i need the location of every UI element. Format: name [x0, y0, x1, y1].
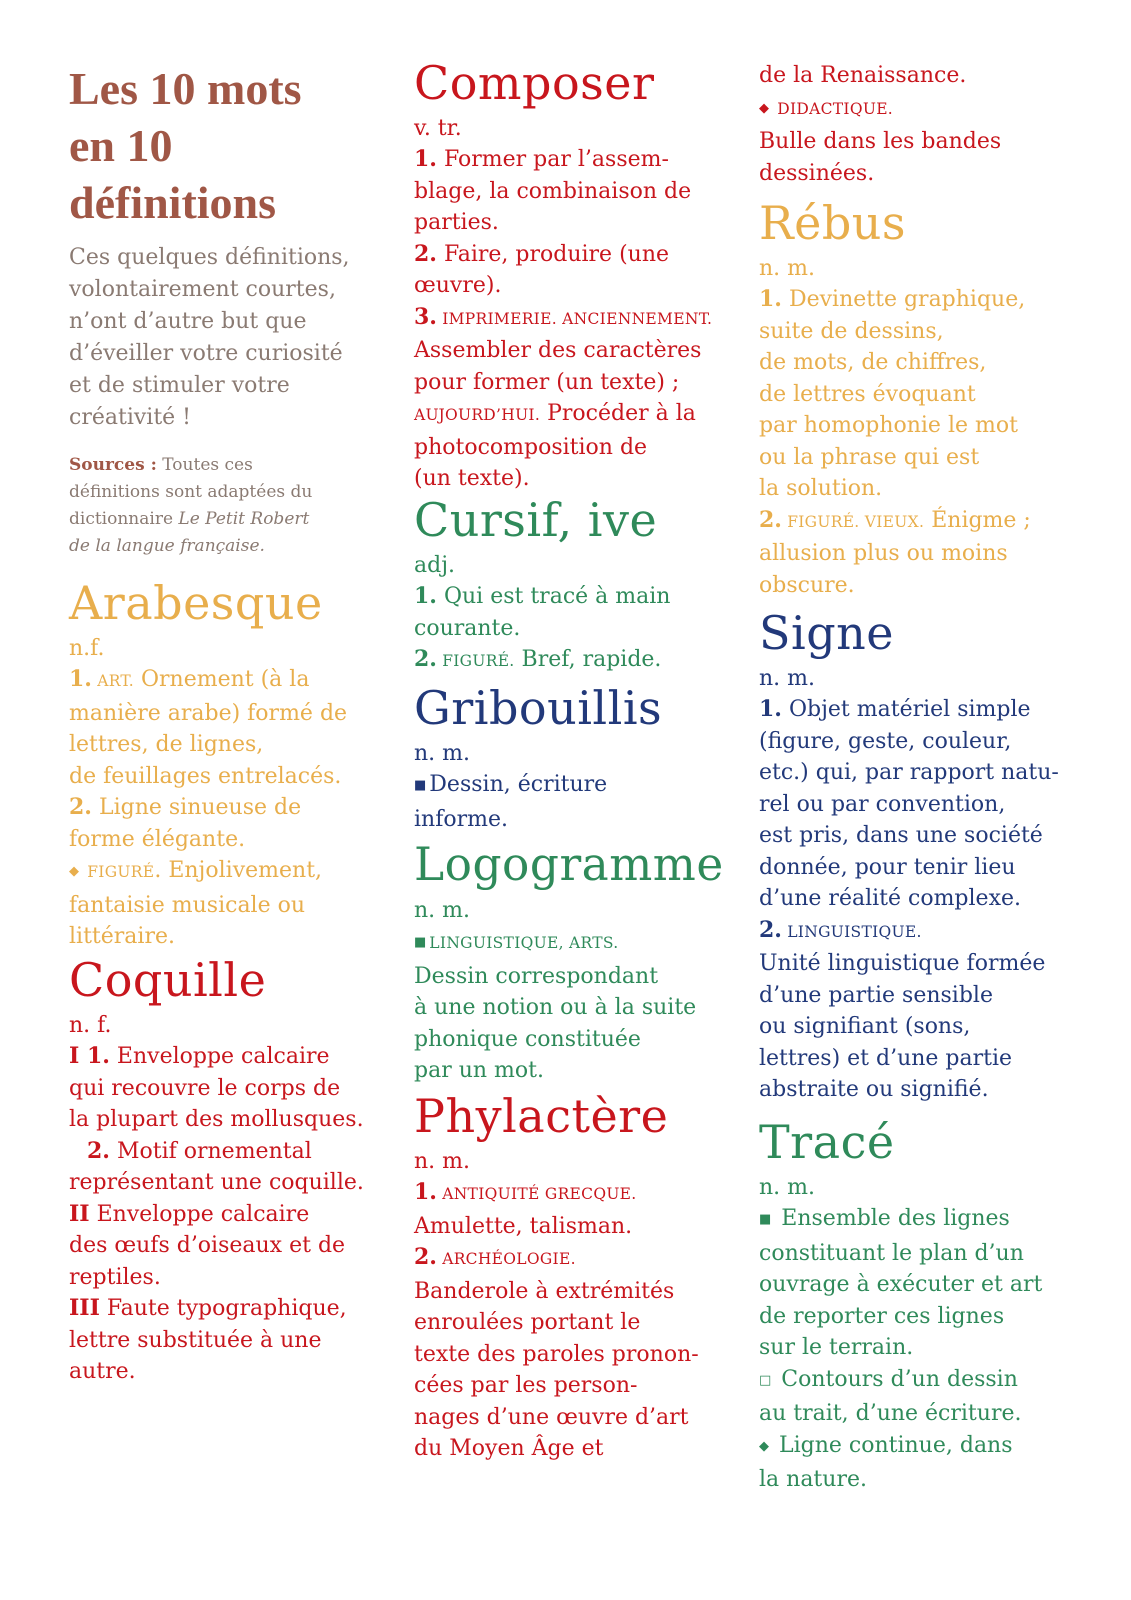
definition-text: Procéder à la [540, 401, 696, 426]
square-bullet-icon: ■ [414, 935, 427, 950]
sense-number: 2. [759, 916, 782, 943]
entry-phylactere [414, 1091, 699, 1465]
definition-line: enroulées portant le [414, 1310, 641, 1335]
definition-line: parties. [414, 210, 499, 235]
sources-book-title: Le Petit Robert [178, 509, 310, 529]
definition-line: constituant le plan d’un [759, 1240, 1024, 1266]
entry-coquille [69, 955, 364, 1388]
headword: Gribouillis [414, 681, 663, 735]
definition [414, 769, 662, 835]
title-line: Les 10 mots [69, 63, 302, 114]
intro-line: volontairement courtes, [69, 277, 336, 302]
definition-line: Bulle dans les bandes [759, 129, 1002, 154]
entry-phylactere-continued [759, 60, 1001, 189]
definition-line: lettres) et d’une partie [759, 1045, 1013, 1071]
sources-note [69, 452, 312, 560]
definition-line: d’une partie sensible [759, 982, 993, 1008]
definition-line: Amulette, talisman. [414, 1213, 633, 1239]
part-of-speech: adj. [414, 553, 456, 578]
definition-line: autre. [69, 1359, 136, 1384]
definition-line: nages d’une œuvre d’art [414, 1404, 689, 1430]
definition-line: manière arabe) formé de [69, 700, 348, 726]
definition-line: suite de dessins, [759, 318, 944, 344]
definition-text: . Enjolivement, [154, 858, 323, 883]
entry-gribouillis [414, 683, 662, 835]
definition-text: Ensemble des lignes [774, 1206, 1010, 1231]
sense-number: 2. [414, 240, 437, 267]
entry-signe [759, 608, 1059, 1106]
definition [759, 284, 1031, 601]
definition [69, 664, 347, 953]
intro-line: créativité ! [69, 405, 192, 430]
entry-logogramme [414, 840, 724, 1087]
definition-line: la plupart des mollusques. [69, 1107, 364, 1132]
definition-line: sur le terrain. [759, 1335, 914, 1360]
sense-number: 1. [414, 583, 437, 609]
sense-number: II [69, 1200, 90, 1227]
definition-line: abstraite ou signifié. [759, 1077, 989, 1102]
definition-line: littéraire. [69, 924, 175, 949]
sources-text: définitions sont adaptées du [69, 482, 313, 502]
sources-text: dictionnaire [69, 509, 179, 529]
sources-text: Toutes ces [156, 455, 253, 475]
definition-line: de lettres évoquant [759, 381, 976, 407]
definition [69, 1041, 364, 1388]
headword: Tracé [759, 1115, 895, 1169]
sense-number: 1. [759, 286, 782, 312]
definition-line: Unité linguistique formée [759, 951, 1046, 976]
definition-text: Former par l’assem- [436, 147, 669, 172]
headword: Composer [414, 56, 655, 110]
sense-number: 2. [414, 646, 437, 672]
definition-text: Ornement (à la [133, 667, 310, 692]
definition-line: ou la phrase qui est [759, 444, 980, 470]
definition-line: au trait, d’une écriture. [759, 1401, 1022, 1426]
intro-line: d’éveiller votre curiosité [69, 341, 343, 366]
domain-label: ARCHÉOLOGIE. [436, 1250, 576, 1268]
definition [414, 581, 670, 678]
sense-number: 1. [414, 146, 437, 172]
part-of-speech: n. m. [414, 898, 471, 923]
definition-line: la nature. [759, 1467, 867, 1492]
definition-line: courante. [414, 615, 521, 641]
definition-line: de feuillages entrelacés. [69, 763, 342, 789]
definition-text: Objet matériel simple [781, 697, 1031, 722]
domain-label: FIGURÉ. VIEUX. [781, 512, 925, 531]
definition-line: texte des paroles pronon- [414, 1341, 699, 1367]
square-bullet-icon: ■ [414, 778, 427, 793]
part-of-speech: n. f. [69, 1013, 112, 1038]
definition-text: Dessin, écriture [429, 772, 608, 797]
definition-line: des œufs d’oiseaux et de [69, 1233, 346, 1258]
definition-line: dessinées. [759, 160, 875, 186]
definition-text: Enveloppe calcaire [109, 1044, 330, 1069]
definition-text: Motif ornemental [109, 1138, 312, 1164]
sense-number: 3. [414, 303, 437, 330]
entry-cursif [414, 495, 670, 678]
sense-number: III [69, 1295, 100, 1321]
part-of-speech: n. m. [414, 1149, 471, 1174]
headword: Coquille [69, 953, 267, 1007]
definition-line: de la Renaissance. [759, 63, 967, 88]
definition-line: d’une réalité complexe. [759, 886, 1021, 911]
definition-line: fantaisie musicale ou [69, 892, 306, 918]
definition [414, 1177, 699, 1465]
intro-line: n’ont d’autre but que [69, 309, 307, 334]
part-of-speech: n.f. [69, 636, 105, 661]
definition-text: Enveloppe calcaire [89, 1201, 310, 1227]
definition-line: informe. [414, 806, 508, 832]
entry-rebus [759, 198, 1031, 601]
definition-line: par homophonie le mot [759, 413, 1018, 438]
intro-paragraph [69, 242, 350, 434]
entry-arabesque [69, 578, 347, 953]
part-of-speech: n. m. [759, 666, 816, 691]
sense-number: 2. [414, 1244, 437, 1270]
sense-number: I 1. [69, 1043, 110, 1069]
definition [759, 60, 1001, 189]
hollow-square-bullet-icon: □ [759, 1372, 772, 1388]
definition-line: du Moyen Âge et [414, 1436, 604, 1461]
title-line: définitions [69, 177, 277, 228]
sense-number: 2. [87, 1137, 110, 1164]
definition-line: lettre substituée à une [69, 1327, 322, 1353]
entry-trace [759, 1117, 1042, 1496]
domain-label: FIGURÉ [82, 863, 155, 881]
definition-line: cées par les person- [414, 1373, 638, 1398]
definition-line: phonique constituée [414, 1026, 641, 1052]
definition-text: Bref, rapide. [514, 647, 662, 672]
domain-label: LINGUISTIQUE. [781, 922, 922, 941]
intro-line: Ces quelques définitions, [69, 245, 350, 270]
diamond-icon: ◆ [759, 100, 769, 116]
definition-line: est pris, dans une société [759, 823, 1043, 848]
definition-line: obscure. [759, 572, 855, 598]
definition [414, 144, 712, 495]
definition-line: photocomposition de [414, 434, 648, 460]
definition-line: reptiles. [69, 1264, 161, 1290]
definition-line: qui recouvre le corps de [69, 1075, 341, 1101]
definition-line: rel ou par convention, [759, 791, 1006, 817]
square-bullet-icon: ■ [759, 1212, 772, 1227]
definition-line: ou signifiant (sons, [759, 1014, 971, 1039]
part-of-speech: n. m. [414, 741, 471, 766]
definition-line: de reporter ces lignes [759, 1303, 1005, 1329]
diamond-icon: ◆ [759, 1438, 769, 1454]
sense-number: 1. [759, 696, 782, 722]
part-of-speech: n. m. [759, 256, 816, 281]
entry-composer [414, 58, 712, 495]
definition-line: Dessin correspondant [414, 963, 659, 989]
definition-line: œuvre). [414, 273, 502, 298]
headword: Signe [759, 606, 895, 660]
definition [759, 1203, 1042, 1496]
definition-line: par un mot. [414, 1058, 544, 1083]
domain-label: DIDACTIQUE. [772, 99, 894, 118]
domain-label: AUJOURD’HUI. [414, 406, 541, 424]
intro-line: et de stimuler votre [69, 373, 290, 398]
definition-line: à une notion ou à la suite [414, 995, 697, 1020]
definition-text: Faute typographique, [99, 1296, 347, 1321]
sense-number: 1. [414, 1179, 437, 1205]
sense-number: 1. [69, 666, 92, 692]
title-line: en 10 [69, 120, 173, 171]
definition-line: forme élégante. [69, 826, 246, 852]
part-of-speech: n. m. [759, 1175, 816, 1200]
headword: Logogramme [414, 838, 724, 891]
sense-number: 2. [759, 506, 782, 533]
definition [759, 694, 1059, 1106]
definition-text: Ligne sinueuse de [91, 795, 302, 820]
definition-text: Qui est tracé à main [436, 584, 671, 609]
diamond-icon: ◆ [69, 864, 79, 879]
domain-label: ART. [91, 672, 134, 690]
definition-line: (figure, geste, couleur, [759, 728, 1012, 754]
definition-line: représentant une coquille. [69, 1170, 364, 1195]
definition-line: pour former (un texte) ; [414, 369, 680, 395]
definition-line: blage, la combinaison de [414, 178, 692, 204]
definition-text: Contours d’un dessin [774, 1366, 1018, 1392]
definition-line: de mots, de chiffres, [759, 350, 987, 375]
definition-text: Ligne continue, dans [772, 1432, 1013, 1458]
definition-text: Énigme ; [924, 507, 1031, 533]
headword: Arabesque [69, 576, 323, 630]
definition-line: Assembler des caractères [414, 338, 702, 363]
definition-line: etc.) qui, par rapport natu- [759, 760, 1059, 785]
definition-line: lettres, de lignes, [69, 732, 264, 757]
definition-line: donnée, pour tenir lieu [759, 854, 1016, 880]
part-of-speech: v. tr. [414, 116, 462, 141]
headword: Cursif, ive [414, 493, 658, 547]
definition [414, 926, 724, 1087]
domain-label: ANTIQUITÉ GRECQUE. [436, 1185, 637, 1203]
definition-line: (un texte). [414, 466, 530, 491]
headword: Rébus [759, 196, 907, 250]
domain-label: LINGUISTIQUE, ARTS. [429, 934, 619, 952]
definition-line: allusion plus ou moins [759, 541, 1008, 566]
page-title [69, 60, 302, 231]
headword: Phylactère [414, 1089, 669, 1143]
definition-line: ouvrage à exécuter et art [759, 1272, 1043, 1297]
definition-line: la solution. [759, 476, 883, 501]
sources-book-title: de la langue française. [69, 536, 265, 556]
sense-number: 2. [69, 794, 92, 820]
definition-text: Devinette graphique, [781, 287, 1026, 312]
definition-text: Faire, produire (une [436, 241, 670, 267]
domain-label: FIGURÉ. [436, 652, 515, 670]
definition-line: Banderole à extrémités [414, 1278, 675, 1304]
domain-label: IMPRIMERIE. ANCIENNEMENT. [436, 309, 713, 328]
sources-label: Sources : [69, 455, 157, 475]
